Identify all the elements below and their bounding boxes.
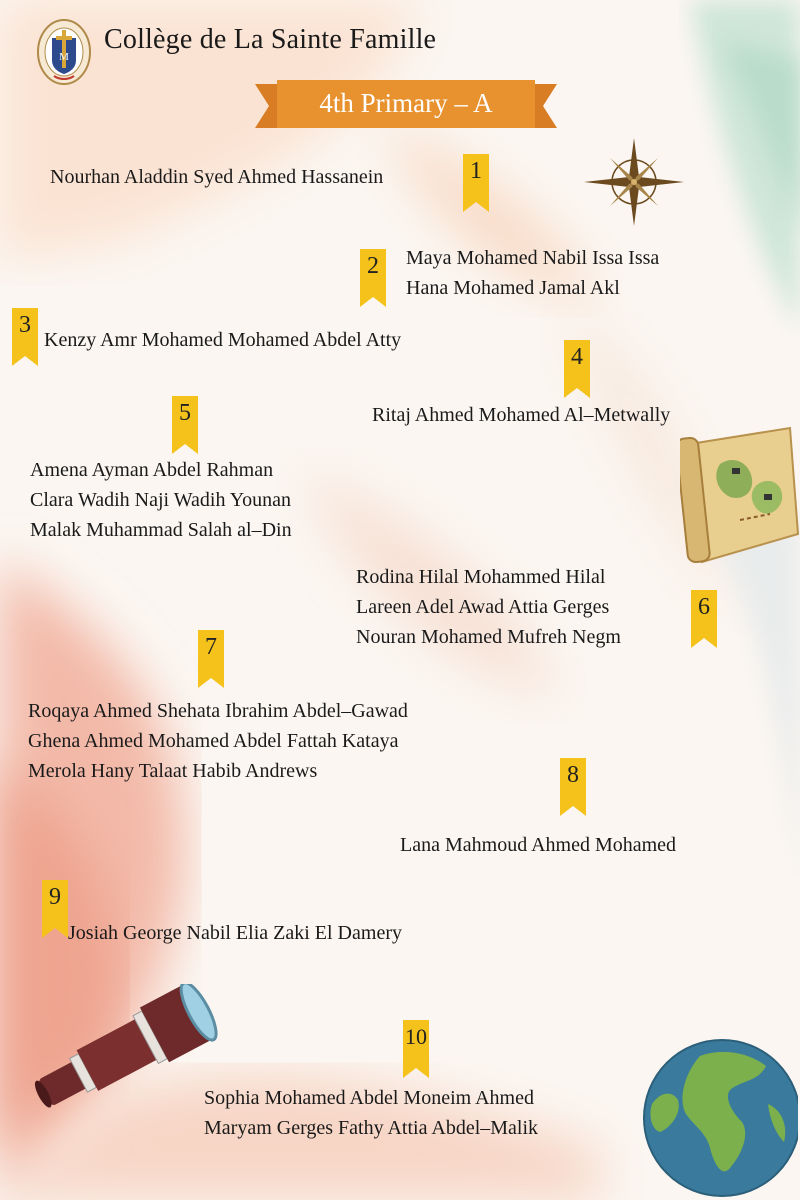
telescope-icon	[30, 984, 226, 1114]
student-name: Roqaya Ahmed Shehata Ibrahim Abdel–Gawad	[28, 700, 408, 722]
rank-number: 6	[698, 594, 710, 620]
student-name: Ghena Ahmed Mohamed Abdel Fattah Kataya	[28, 730, 399, 752]
student-name: Malak Muhammad Salah al–Din	[30, 519, 292, 541]
rank-number: 9	[49, 884, 61, 910]
rank-number: 5	[179, 400, 191, 426]
rank-ribbon-2	[360, 249, 386, 307]
student-name: Kenzy Amr Mohamed Mohamed Abdel Atty	[44, 329, 402, 351]
rank-ribbon-3	[12, 308, 38, 366]
rank-number: 3	[19, 312, 31, 338]
rank-3-names	[44, 325, 401, 355]
student-name: Lareen Adel Awad Attia Gerges	[356, 596, 610, 618]
class-title: 4th Primary – A	[319, 88, 493, 118]
student-name: Ritaj Ahmed Mohamed Al–Metwally	[372, 404, 671, 426]
compass-rose-icon	[582, 136, 686, 228]
rank-4-names	[372, 400, 670, 430]
rank-number: 8	[567, 762, 579, 788]
rank-number: 10	[405, 1024, 427, 1049]
rank-number: 1	[470, 158, 482, 184]
rank-ribbon-6	[691, 590, 717, 648]
student-name: Clara Wadih Naji Wadih Younan	[30, 489, 292, 511]
rank-number: 7	[205, 634, 217, 660]
globe-icon	[638, 1034, 798, 1200]
rank-5-names	[30, 455, 292, 545]
crest-icon	[36, 16, 92, 86]
school-name: Collège de La Sainte Famille	[104, 24, 437, 55]
student-name: Merola Hany Talaat Habib Andrews	[28, 760, 318, 782]
rank-number: 4	[571, 344, 583, 370]
rank-ribbon-5	[172, 396, 198, 454]
student-name: Maya Mohamed Nabil Issa Issa	[406, 247, 660, 269]
rank-10-names	[204, 1083, 538, 1143]
rank-ribbon-8	[560, 758, 586, 816]
rank-ribbon-10	[403, 1020, 429, 1078]
treasure-map-icon	[680, 424, 800, 564]
rank-8-names	[400, 830, 676, 860]
rank-ribbon-1	[463, 154, 489, 212]
student-name: Nourhan Aladdin Syed Ahmed Hassanein	[50, 166, 384, 188]
svg-text:M: M	[59, 51, 69, 63]
rank-6-names	[356, 562, 621, 652]
rank-ribbon-9	[42, 880, 68, 938]
student-name: Rodina Hilal Mohammed Hilal	[356, 566, 606, 588]
student-name: Nouran Mohamed Mufreh Negm	[356, 626, 621, 648]
rank-ribbon-4	[564, 340, 590, 398]
rank-9-names	[68, 918, 402, 948]
student-name: Sophia Mohamed Abdel Moneim Ahmed	[204, 1087, 534, 1109]
student-name: Hana Mohamed Jamal Akl	[406, 277, 620, 299]
rank-2-names	[406, 243, 659, 303]
rank-ribbon-7	[198, 630, 224, 688]
rank-1-names	[50, 162, 383, 192]
rank-number: 2	[367, 253, 379, 279]
student-name: Amena Ayman Abdel Rahman	[30, 459, 274, 481]
student-name: Maryam Gerges Fathy Attia Abdel–Malik	[204, 1117, 539, 1139]
rank-7-names	[28, 696, 408, 786]
student-name: Josiah George Nabil Elia Zaki El Damery	[68, 922, 402, 944]
student-name: Lana Mahmoud Ahmed Mohamed	[400, 834, 677, 856]
